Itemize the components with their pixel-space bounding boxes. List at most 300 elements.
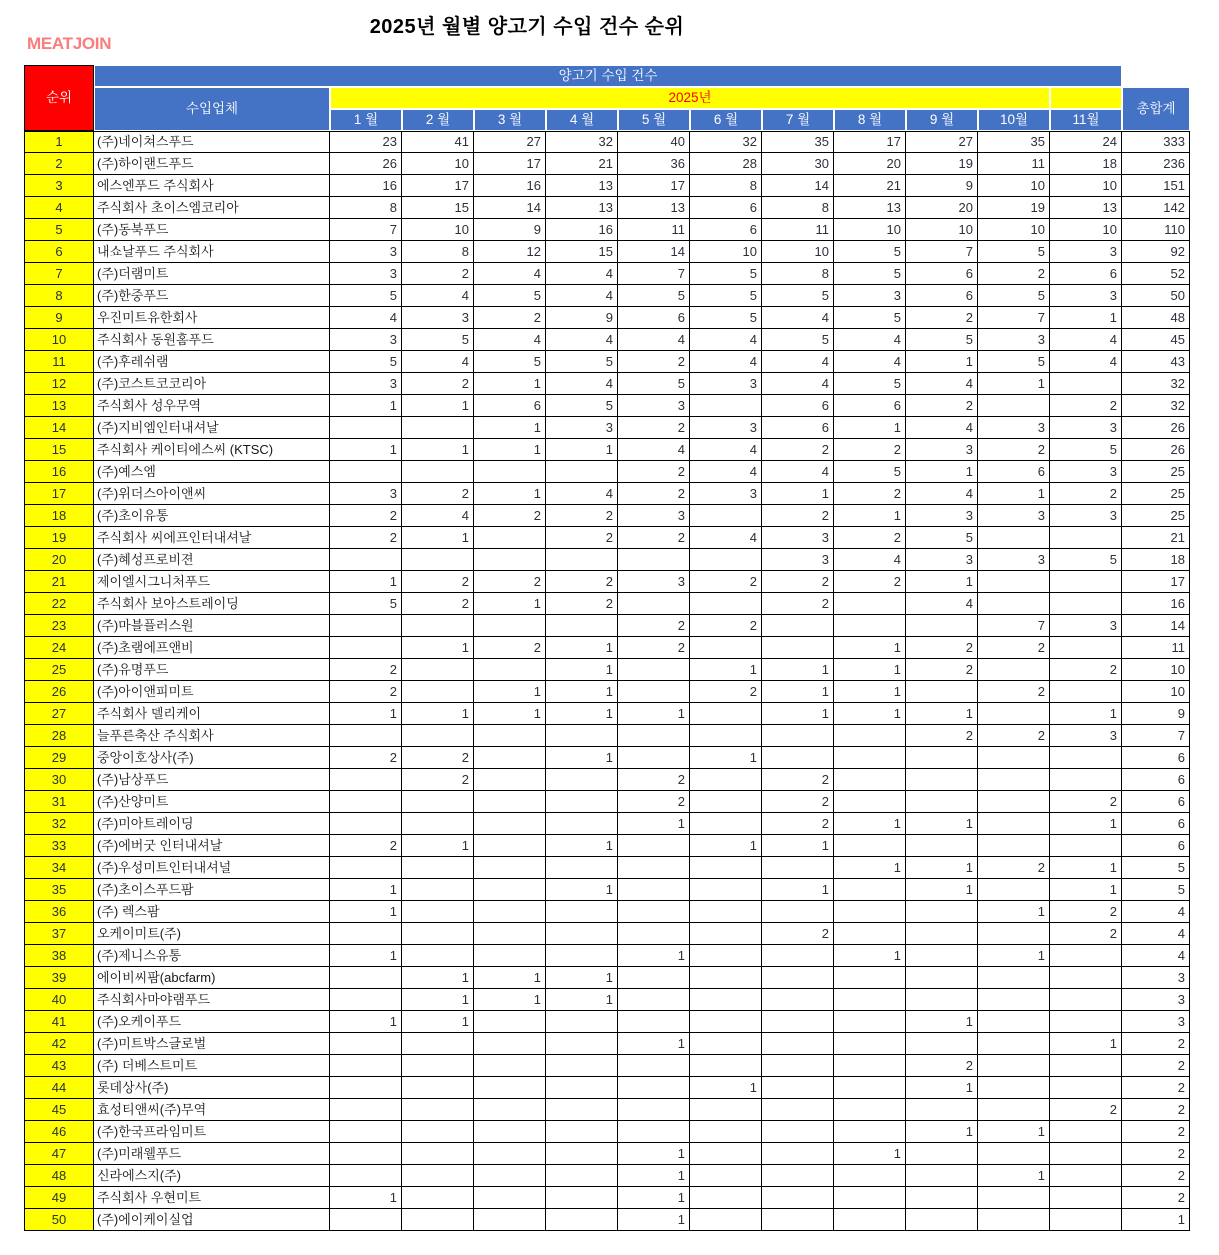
month-value-cell-4: 2	[546, 593, 618, 615]
month-value-cell-3	[474, 879, 546, 901]
importer-header: 수입업체	[94, 87, 330, 131]
month-value-cell-9: 4	[906, 593, 978, 615]
month-value-cell-5: 2	[618, 483, 690, 505]
company-cell: (주)마블플러스원	[94, 615, 330, 637]
month-value-cell-1	[330, 1055, 402, 1077]
table-row	[24, 989, 1190, 1011]
company-cell: (주)초이스푸드팜	[94, 879, 330, 901]
month-value-cell-5	[618, 857, 690, 879]
month-value-cell-4	[546, 1033, 618, 1055]
month-value-cell-10	[978, 571, 1050, 593]
month-value-cell-8: 1	[834, 505, 906, 527]
month-value-cell-1: 7	[330, 219, 402, 241]
rank-cell: 35	[24, 879, 94, 901]
total-cell: 6	[1122, 747, 1190, 769]
month-value-cell-5: 4	[618, 329, 690, 351]
table-row	[24, 483, 1190, 505]
month-value-cell-6	[690, 1055, 762, 1077]
company-cell: (주)예스엠	[94, 461, 330, 483]
total-cell: 4	[1122, 923, 1190, 945]
month-value-cell-4	[546, 1055, 618, 1077]
month-value-cell-7: 4	[762, 373, 834, 395]
month-value-cell-8	[834, 1077, 906, 1099]
month-value-cell-4	[546, 1143, 618, 1165]
month-value-cell-7: 1	[762, 483, 834, 505]
month-value-cell-7	[762, 747, 834, 769]
month-value-cell-1	[330, 989, 402, 1011]
month-value-cell-6	[690, 593, 762, 615]
month-value-cell-11: 3	[1050, 241, 1122, 263]
month-value-cell-11	[1050, 527, 1122, 549]
rank-cell: 33	[24, 835, 94, 857]
month-value-cell-10	[978, 527, 1050, 549]
company-cell: (주)미트박스글로벌	[94, 1033, 330, 1055]
month-value-cell-8	[834, 747, 906, 769]
total-cell: 32	[1122, 395, 1190, 417]
month-value-cell-6	[690, 1121, 762, 1143]
month-value-cell-3	[474, 769, 546, 791]
month-value-cell-9: 9	[906, 175, 978, 197]
month-value-cell-5: 14	[618, 241, 690, 263]
month-value-cell-4	[546, 549, 618, 571]
table-row	[24, 1209, 1190, 1231]
month-value-cell-9: 4	[906, 417, 978, 439]
table-row	[24, 461, 1190, 483]
month-value-cell-3: 9	[474, 219, 546, 241]
rank-cell: 4	[24, 197, 94, 219]
month-value-cell-3	[474, 1033, 546, 1055]
month-value-cell-6: 5	[690, 263, 762, 285]
company-cell: 신라에스지(주)	[94, 1165, 330, 1187]
month-value-cell-3	[474, 813, 546, 835]
month-value-cell-6	[690, 1099, 762, 1121]
month-header-2: 2 월	[402, 109, 474, 131]
month-value-cell-9: 1	[906, 879, 978, 901]
month-value-cell-9	[906, 967, 978, 989]
month-value-cell-11: 5	[1050, 549, 1122, 571]
month-value-cell-9	[906, 791, 978, 813]
table-row	[24, 197, 1190, 219]
rank-cell: 22	[24, 593, 94, 615]
month-value-cell-7: 30	[762, 153, 834, 175]
month-value-cell-2: 1	[402, 527, 474, 549]
month-value-cell-6	[690, 967, 762, 989]
month-value-cell-10	[978, 1011, 1050, 1033]
month-value-cell-10: 2	[978, 725, 1050, 747]
month-value-cell-1	[330, 1143, 402, 1165]
table-row	[24, 219, 1190, 241]
table-row	[24, 329, 1190, 351]
table-row	[24, 769, 1190, 791]
total-cell: 25	[1122, 461, 1190, 483]
month-value-cell-3: 2	[474, 637, 546, 659]
rank-cell: 26	[24, 681, 94, 703]
company-cell: (주)에이케이실업	[94, 1209, 330, 1231]
month-value-cell-5: 1	[618, 813, 690, 835]
month-value-cell-11	[1050, 769, 1122, 791]
month-value-cell-11	[1050, 571, 1122, 593]
month-value-cell-10	[978, 659, 1050, 681]
month-value-cell-1	[330, 791, 402, 813]
month-value-cell-6	[690, 989, 762, 1011]
month-value-cell-8	[834, 615, 906, 637]
month-value-cell-3: 2	[474, 505, 546, 527]
month-value-cell-3: 6	[474, 395, 546, 417]
month-value-cell-11: 10	[1050, 175, 1122, 197]
import-count-table	[24, 65, 1190, 1231]
month-value-cell-3	[474, 1055, 546, 1077]
table-row	[24, 571, 1190, 593]
month-value-cell-10: 3	[978, 329, 1050, 351]
month-value-cell-10	[978, 879, 1050, 901]
rank-cell: 42	[24, 1033, 94, 1055]
month-value-cell-4	[546, 923, 618, 945]
month-value-cell-8: 5	[834, 461, 906, 483]
month-value-cell-5	[618, 1077, 690, 1099]
month-value-cell-3: 1	[474, 417, 546, 439]
month-value-cell-9	[906, 945, 978, 967]
total-cell: 110	[1122, 219, 1190, 241]
company-cell: 주식회사 케이티에스씨 (KTSC)	[94, 439, 330, 461]
month-value-cell-7: 5	[762, 285, 834, 307]
month-value-cell-8: 1	[834, 857, 906, 879]
month-value-cell-9: 2	[906, 659, 978, 681]
month-value-cell-9	[906, 769, 978, 791]
company-cell: (주)더램미트	[94, 263, 330, 285]
rank-cell: 46	[24, 1121, 94, 1143]
month-value-cell-4: 32	[546, 131, 618, 153]
month-value-cell-5: 2	[618, 637, 690, 659]
total-cell: 6	[1122, 791, 1190, 813]
month-value-cell-11	[1050, 1165, 1122, 1187]
table-row	[24, 923, 1190, 945]
month-value-cell-9	[906, 923, 978, 945]
month-value-cell-3: 1	[474, 593, 546, 615]
month-value-cell-4	[546, 813, 618, 835]
month-value-cell-11: 2	[1050, 923, 1122, 945]
month-value-cell-6: 2	[690, 615, 762, 637]
month-value-cell-7: 8	[762, 197, 834, 219]
rank-cell: 48	[24, 1165, 94, 1187]
month-value-cell-4: 5	[546, 351, 618, 373]
month-value-cell-2: 41	[402, 131, 474, 153]
month-value-cell-7: 10	[762, 241, 834, 263]
month-value-cell-7	[762, 857, 834, 879]
month-value-cell-8	[834, 791, 906, 813]
month-value-cell-3	[474, 835, 546, 857]
month-value-cell-4	[546, 725, 618, 747]
month-value-cell-7: 14	[762, 175, 834, 197]
month-value-cell-9: 1	[906, 1011, 978, 1033]
rank-cell: 18	[24, 505, 94, 527]
company-cell: (주)오케이푸드	[94, 1011, 330, 1033]
month-value-cell-9	[906, 989, 978, 1011]
rank-cell: 49	[24, 1187, 94, 1209]
table-row	[24, 901, 1190, 923]
month-value-cell-4	[546, 769, 618, 791]
month-value-cell-11: 1	[1050, 703, 1122, 725]
month-value-cell-4: 4	[546, 483, 618, 505]
month-value-cell-7: 11	[762, 219, 834, 241]
month-value-cell-9: 3	[906, 439, 978, 461]
table-row	[24, 593, 1190, 615]
table-row	[24, 1143, 1190, 1165]
month-value-cell-5	[618, 747, 690, 769]
month-value-cell-10	[978, 769, 1050, 791]
month-value-cell-9: 2	[906, 1055, 978, 1077]
table-row	[24, 241, 1190, 263]
month-value-cell-3	[474, 1209, 546, 1231]
month-value-cell-6	[690, 549, 762, 571]
month-value-cell-3: 5	[474, 285, 546, 307]
month-value-cell-6: 4	[690, 351, 762, 373]
month-value-cell-6: 6	[690, 219, 762, 241]
month-value-cell-1: 2	[330, 659, 402, 681]
month-value-cell-5: 1	[618, 1143, 690, 1165]
month-value-cell-2: 2	[402, 571, 474, 593]
company-cell: 주식회사 우현미트	[94, 1187, 330, 1209]
month-value-cell-8: 1	[834, 813, 906, 835]
month-value-cell-8	[834, 1209, 906, 1231]
month-value-cell-1: 5	[330, 593, 402, 615]
month-value-cell-8: 20	[834, 153, 906, 175]
month-value-cell-3: 12	[474, 241, 546, 263]
month-value-cell-10	[978, 835, 1050, 857]
month-value-cell-3	[474, 1165, 546, 1187]
month-value-cell-11: 24	[1050, 131, 1122, 153]
month-value-cell-9: 5	[906, 527, 978, 549]
table-row	[24, 1187, 1190, 1209]
month-value-cell-7: 1	[762, 835, 834, 857]
month-value-cell-7: 4	[762, 461, 834, 483]
total-cell: 16	[1122, 593, 1190, 615]
rank-cell: 12	[24, 373, 94, 395]
total-cell: 142	[1122, 197, 1190, 219]
month-value-cell-6: 1	[690, 1077, 762, 1099]
month-value-cell-1	[330, 769, 402, 791]
total-cell: 32	[1122, 373, 1190, 395]
month-value-cell-3: 2	[474, 571, 546, 593]
company-cell: 오케이미트(주)	[94, 923, 330, 945]
month-value-cell-3	[474, 901, 546, 923]
month-value-cell-9: 1	[906, 703, 978, 725]
month-value-cell-9: 4	[906, 373, 978, 395]
month-value-cell-10: 1	[978, 945, 1050, 967]
month-header-10: 10월	[978, 109, 1050, 131]
company-cell: (주)남상푸드	[94, 769, 330, 791]
total-cell: 10	[1122, 659, 1190, 681]
month-value-cell-3	[474, 747, 546, 769]
month-value-cell-2: 1	[402, 989, 474, 1011]
rank-cell: 14	[24, 417, 94, 439]
month-value-cell-7	[762, 1033, 834, 1055]
month-value-cell-2	[402, 681, 474, 703]
month-value-cell-2: 15	[402, 197, 474, 219]
month-value-cell-11: 3	[1050, 285, 1122, 307]
month-value-cell-11: 3	[1050, 615, 1122, 637]
month-value-cell-1	[330, 1165, 402, 1187]
month-value-cell-8	[834, 593, 906, 615]
company-cell: (주)미래웰푸드	[94, 1143, 330, 1165]
month-value-cell-1: 1	[330, 1011, 402, 1033]
month-value-cell-4: 4	[546, 373, 618, 395]
month-value-cell-2: 1	[402, 835, 474, 857]
company-cell: (주)혜성프로비젼	[94, 549, 330, 571]
rank-cell: 6	[24, 241, 94, 263]
company-cell: (주)산양미트	[94, 791, 330, 813]
month-value-cell-11	[1050, 1077, 1122, 1099]
rank-cell: 10	[24, 329, 94, 351]
month-value-cell-7: 3	[762, 527, 834, 549]
month-value-cell-10: 10	[978, 175, 1050, 197]
month-value-cell-1	[330, 1099, 402, 1121]
total-cell: 2	[1122, 1143, 1190, 1165]
rank-cell: 19	[24, 527, 94, 549]
month-value-cell-7	[762, 1099, 834, 1121]
rank-cell: 30	[24, 769, 94, 791]
month-value-cell-9	[906, 1209, 978, 1231]
month-value-cell-7	[762, 1165, 834, 1187]
month-value-cell-11	[1050, 681, 1122, 703]
month-value-cell-9: 1	[906, 571, 978, 593]
month-value-cell-8: 1	[834, 1143, 906, 1165]
month-value-cell-8: 1	[834, 637, 906, 659]
month-value-cell-10	[978, 791, 1050, 813]
month-header-5: 5 월	[618, 109, 690, 131]
month-header-8: 8 월	[834, 109, 906, 131]
month-value-cell-7: 35	[762, 131, 834, 153]
month-value-cell-10	[978, 1209, 1050, 1231]
total-cell: 17	[1122, 571, 1190, 593]
table-row	[24, 1033, 1190, 1055]
total-cell: 21	[1122, 527, 1190, 549]
month-value-cell-6: 4	[690, 329, 762, 351]
company-cell: 늘푸른축산 주식회사	[94, 725, 330, 747]
month-value-cell-7	[762, 725, 834, 747]
month-value-cell-4	[546, 1165, 618, 1187]
month-value-cell-2	[402, 1121, 474, 1143]
month-value-cell-2: 2	[402, 483, 474, 505]
month-value-cell-1: 1	[330, 879, 402, 901]
month-value-cell-3: 1	[474, 483, 546, 505]
total-cell: 6	[1122, 813, 1190, 835]
rank-cell: 25	[24, 659, 94, 681]
month-value-cell-2: 17	[402, 175, 474, 197]
month-value-cell-6	[690, 945, 762, 967]
month-value-cell-5: 1	[618, 1187, 690, 1209]
month-value-cell-8: 5	[834, 373, 906, 395]
table-row	[24, 945, 1190, 967]
page-title: 2025년 월별 양고기 수입 건수 순위	[369, 16, 685, 38]
month-header-3: 3 월	[474, 109, 546, 131]
month-value-cell-1: 1	[330, 395, 402, 417]
month-value-cell-7	[762, 1143, 834, 1165]
month-value-cell-1	[330, 549, 402, 571]
company-cell: (주)제니스유통	[94, 945, 330, 967]
month-value-cell-4	[546, 857, 618, 879]
month-value-cell-4: 15	[546, 241, 618, 263]
company-cell: 에스엔푸드 주식회사	[94, 175, 330, 197]
month-value-cell-6: 2	[690, 571, 762, 593]
table-row	[24, 725, 1190, 747]
month-value-cell-7	[762, 637, 834, 659]
total-cell: 25	[1122, 505, 1190, 527]
month-value-cell-4: 1	[546, 637, 618, 659]
rank-cell: 27	[24, 703, 94, 725]
month-value-cell-1: 2	[330, 505, 402, 527]
month-value-cell-1	[330, 1077, 402, 1099]
month-value-cell-4: 13	[546, 175, 618, 197]
month-value-cell-4: 5	[546, 395, 618, 417]
month-value-cell-10: 1	[978, 373, 1050, 395]
month-value-cell-10: 2	[978, 681, 1050, 703]
table-row	[24, 813, 1190, 835]
month-value-cell-3	[474, 659, 546, 681]
month-value-cell-9	[906, 747, 978, 769]
month-value-cell-8	[834, 1055, 906, 1077]
month-value-cell-7: 2	[762, 791, 834, 813]
month-value-cell-4	[546, 791, 618, 813]
rank-cell: 38	[24, 945, 94, 967]
total-cell: 1	[1122, 1209, 1190, 1231]
month-value-cell-5: 1	[618, 1165, 690, 1187]
month-value-cell-1: 2	[330, 681, 402, 703]
table-row	[24, 1099, 1190, 1121]
month-value-cell-11: 3	[1050, 725, 1122, 747]
month-value-cell-1: 23	[330, 131, 402, 153]
month-value-cell-2: 4	[402, 505, 474, 527]
month-value-cell-2: 1	[402, 967, 474, 989]
month-value-cell-4	[546, 1209, 618, 1231]
company-cell: 주식회사 씨에프인터내셔날	[94, 527, 330, 549]
month-value-cell-11	[1050, 373, 1122, 395]
month-header-1: 1 월	[330, 109, 402, 131]
total-cell: 151	[1122, 175, 1190, 197]
month-value-cell-4: 1	[546, 835, 618, 857]
total-cell: 4	[1122, 945, 1190, 967]
month-value-cell-5: 1	[618, 703, 690, 725]
month-value-cell-7: 1	[762, 703, 834, 725]
month-value-cell-3: 16	[474, 175, 546, 197]
month-value-cell-5	[618, 923, 690, 945]
total-cell: 43	[1122, 351, 1190, 373]
month-value-cell-9: 1	[906, 1121, 978, 1143]
company-cell: 주식회사 동원홈푸드	[94, 329, 330, 351]
month-value-cell-9: 1	[906, 351, 978, 373]
table-row	[24, 835, 1190, 857]
month-value-cell-11	[1050, 593, 1122, 615]
month-value-cell-6: 3	[690, 483, 762, 505]
month-value-cell-7: 6	[762, 417, 834, 439]
table-row	[24, 1077, 1190, 1099]
company-cell: (주)하이랜드푸드	[94, 153, 330, 175]
month-value-cell-5: 17	[618, 175, 690, 197]
month-value-cell-3	[474, 1187, 546, 1209]
month-value-cell-7: 4	[762, 351, 834, 373]
month-value-cell-9: 2	[906, 637, 978, 659]
month-value-cell-11	[1050, 1121, 1122, 1143]
month-value-cell-4: 4	[546, 263, 618, 285]
month-value-cell-3	[474, 945, 546, 967]
month-value-cell-3	[474, 1077, 546, 1099]
total-cell: 10	[1122, 681, 1190, 703]
total-cell: 5	[1122, 879, 1190, 901]
company-cell: (주)우성미트인터내셔널	[94, 857, 330, 879]
month-value-cell-5: 13	[618, 197, 690, 219]
month-value-cell-8: 1	[834, 417, 906, 439]
month-value-cell-9: 3	[906, 505, 978, 527]
month-value-cell-6: 3	[690, 373, 762, 395]
